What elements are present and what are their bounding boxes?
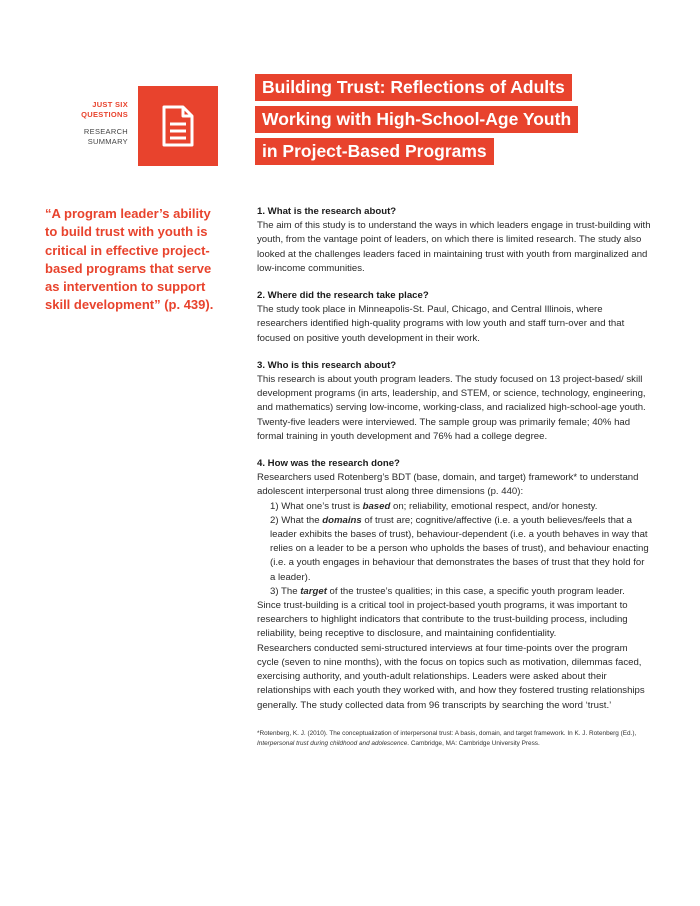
title-line-1: Building Trust: Reflections of Adults [255,74,572,101]
list-item-2 [257,514,652,585]
section-heading: 1. What is the research about? [257,206,397,217]
section-paragraph: Since trust-building is a critical tool in project-based youth programs, it was important to researchers to highlight indicators that contribute to the trust-building process, including reliability, being receptive to disclosure, and maintaining confidentiality. [257,600,628,640]
list-item-text: 2) What the [270,514,323,526]
title-line-2: Working with High-School-Age Youth [255,106,578,133]
title-line-3: in Project-Based Programs [255,138,494,165]
list-item-text: of trust are; cognitive/affective (i.e. a youth believes/feels that a leader exhibits the bases of trust), behaviour-dependent (i.e. a youth behaves in way that relies on a leader to be a person who upholds the bases of trust), and behaviour enacting (i.e. a youth engages in behaviour that demonstrates the bases of trust that they hold for a leader). [270,514,649,583]
list-item-text: 3) The [270,585,301,597]
main-content [257,205,652,749]
section-heading: 4. How was the research done? [257,458,400,470]
footnote-text: . Cambridge, MA: Cambridge University Press. [407,739,540,747]
badge-line-1: JUST SIX [92,100,128,109]
section-body: The study took place in Minneapolis-St. Paul, Chicago, and Central Illinois, where researchers identified high-quality programs with low youth and staff turn-over and that focused on positive youth development in their work. [257,304,625,344]
badge-line-3: RESEARCH [83,127,128,136]
list-item-1 [257,500,652,514]
list-item-3 [257,585,652,599]
badge-line-2: QUESTIONS [81,110,128,119]
footnote-text: *Rotenberg, K. J. (2010). The conceptualization of interpersonal trust: A basis, domain, and target framework. In K. J. Rotenberg (Ed.), [257,729,637,737]
section-paragraph: Researchers conducted semi-structured interviews at four time-points over the program cycle (seven to nine months), with the focus on topics such as motivation, dilemmas faced, exercising authority, and youth-adult relationships. Leaders were asked about their relationships with each youth they worked with, and how they fostered trusting relationships generally. The study collected data from 96 transcripts by searching the word ‘trust.’ [257,642,645,711]
badge-label [0,100,128,147]
section-3 [257,359,652,444]
badge-line-4: SUMMARY [87,137,128,146]
footnote-book-title: Interpersonal trust during childhood and adolescence [257,739,408,747]
pull-quote: “A program leader’s ability to build trust with youth is critical in effective project-based programs that serve as intervention to support skill development” (p. 439). [45,206,214,313]
list-item-text: on; reliability, emotional respect, and/or honesty. [390,500,598,512]
document-icon [138,86,218,166]
list-item-text: 1) What one’s trust is [270,500,363,512]
list-item-emphasis: based [362,500,391,512]
section-1 [257,205,652,276]
list-item-emphasis: target [300,585,327,597]
badge-series-label [0,100,128,120]
section-body: The aim of this study is to understand the ways in which leaders engage in trust-building with youth, from the vantage point of leaders, on which there is limited research. The study also looked at the challenges leaders faced in maintaining trust with youth from marginalized and low-income communities. [257,220,651,274]
list-item-text: of the trustee’s qualities; in this case, a specific youth program leader. [326,585,625,597]
footnote [257,729,652,749]
badge-type-label [0,127,128,147]
section-2 [257,289,652,346]
section-heading: 2. Where did the research take place? [257,290,429,302]
section-heading: 3. Who is this research about? [257,359,397,371]
section-body: This research is about youth program leaders. The study focused on 13 project-based/ skill development programs (in arts, leadership, and STEM, or science, technology, engineering, and mathematics) serving low-income, working-class, and racialized high-school-age youth. Twenty-five leaders were interviewed. The sample group was primarily female; 40% had formal training in youth development and 76% had a college degree. [257,374,646,442]
list-item-emphasis: domains [322,514,362,526]
section-intro: Researchers used Rotenberg’s BDT (base, domain, and target) framework* to understand adolescent interpersonal trust along three dimensions (p. 440): [257,472,639,498]
page-title [255,74,578,170]
section-4 [257,457,652,713]
